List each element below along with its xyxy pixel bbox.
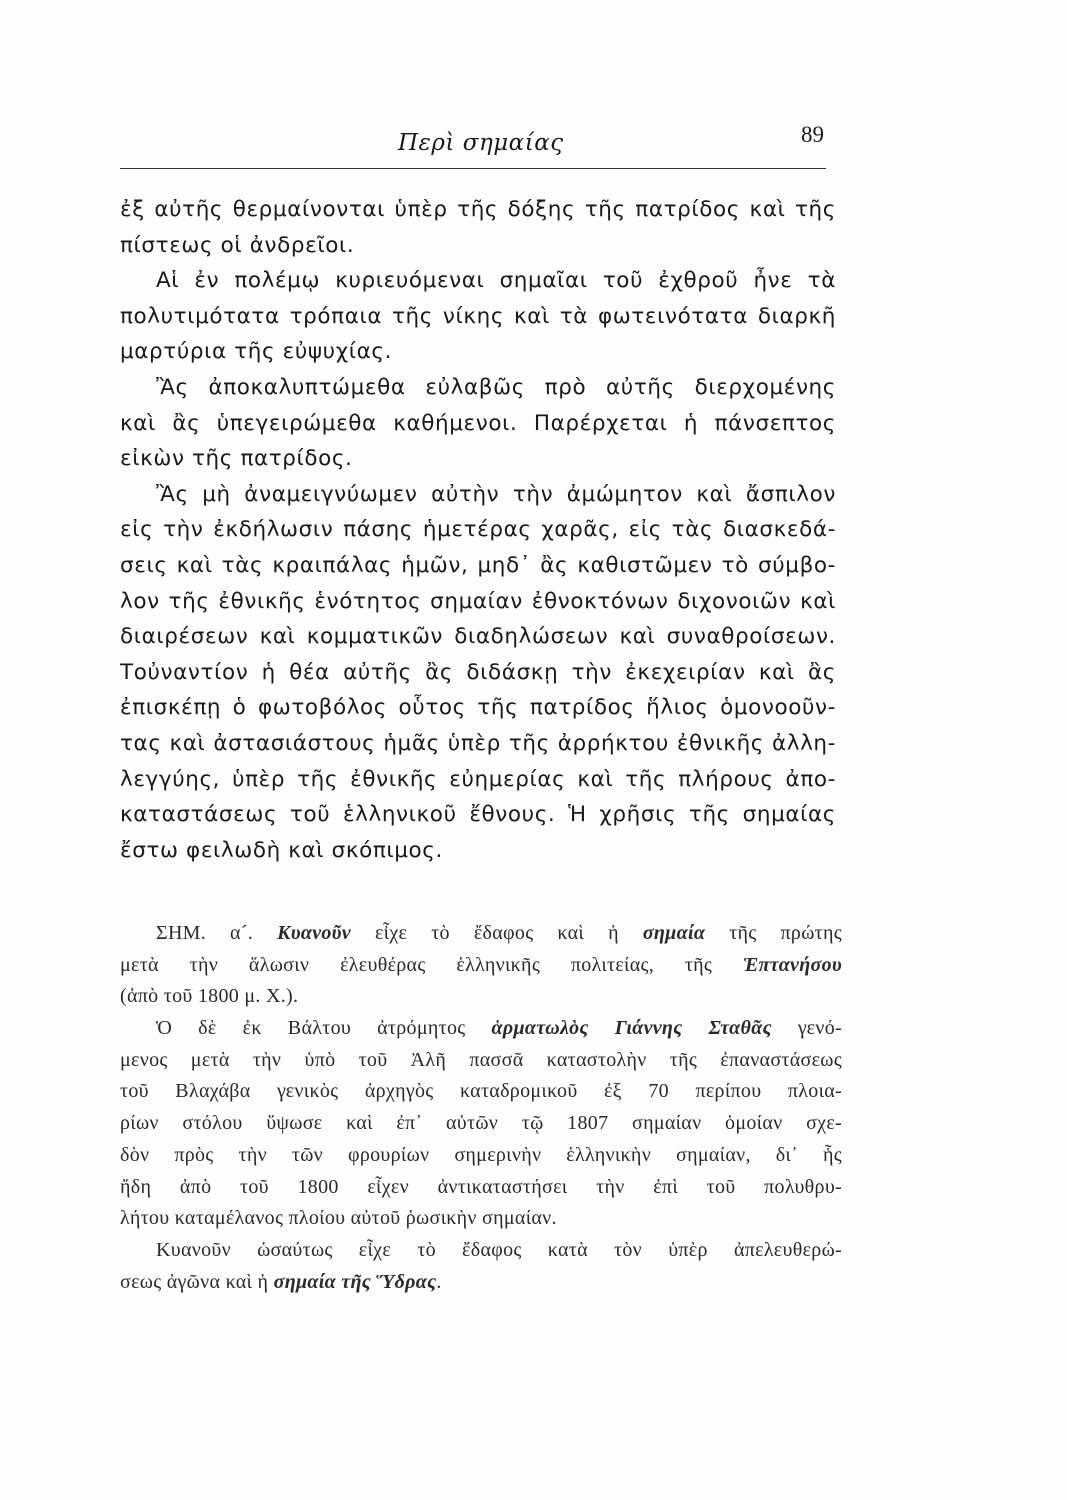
note-text: γενό-	[797, 1017, 842, 1040]
note-line	[120, 1267, 842, 1299]
note-emphasis: ἁρματωλὸς Γιάννης Σταθᾶς	[491, 1017, 772, 1040]
note-label: ΣΗΜ. α´.	[156, 922, 254, 944]
text-line: πίστεως οἱ ἀνδρεῖοι.	[120, 232, 355, 258]
text-line: πολυτιμότατα τρόπαια τῆς νίκης καὶ τὰ φωτεινότατα διαρκῆ	[120, 303, 836, 329]
note-line	[120, 918, 842, 950]
note-line	[120, 1013, 842, 1045]
text-line: μαρτύρια τῆς εὐψυχίας.	[120, 339, 393, 365]
text-line: Τοὐναντίον ἡ θέα αὐτῆς ἂς διδάσκῃ τὴν ἐκεχειρίαν καὶ ἂς	[120, 659, 836, 685]
running-title: Περὶ σημαίας	[398, 130, 564, 156]
text-line: εἰς τὴν ἐκδήλωσιν πάσης ἡμετέρας χαρᾶς, εἰς τὰς διασκεδά-	[120, 517, 836, 543]
text-line: τας καὶ ἀστασιάστους ἡμᾶς ὑπὲρ τῆς ἀρρήκτου ἐθνικῆς ἀλλη-	[120, 730, 836, 756]
note-text: σεως ἀγῶνα καὶ ἡ	[120, 1270, 269, 1293]
note-line: λήτου καταμέλανος πλοίου αὐτοῦ ῥωσικὴν σημαίαν.	[120, 1207, 557, 1230]
text-line: Ἂς ἀποκαλυπτώμεθα εὐλαβῶς πρὸ αὐτῆς διερχομένης	[156, 374, 836, 400]
note-text: Ὁ δὲ ἐκ Βάλτου ἀτρόμητος	[156, 1017, 466, 1040]
note-emphasis: Κυανοῦν	[277, 922, 351, 944]
note-emphasis: σημαία τῆς Ὕδρας	[273, 1270, 437, 1293]
note-text: τῆς πρώτης	[729, 922, 842, 944]
text-line: ἔστω φειλωδὴ καὶ σκόπιμος.	[120, 837, 443, 863]
text-line: σεις καὶ τὰς κραιπάλας ἡμῶν, μηδ᾽ ἂς καθιστῶμεν τὸ σύμβο-	[120, 552, 836, 578]
note-text: .	[436, 1270, 442, 1293]
note-text: μετὰ τὴν ἅλωσιν ἐλευθέρας ἑλληνικῆς πολιτείας, τῆς	[120, 953, 713, 976]
note-line: τοῦ Βλαχάβα γενικὸς ἀρχηγὸς καταδρομικοῦ ἐξ 70 περίπου πλοια-	[120, 1080, 842, 1103]
note-line: (ἀπὸ τοῦ 1800 μ. Χ.).	[120, 985, 299, 1008]
note-line	[120, 950, 842, 982]
text-line: ἐπισκέπῃ ὁ φωτοβόλος οὗτος τῆς πατρίδος ἥλιος ὁμονοοῦν-	[120, 695, 836, 721]
text-line: λον τῆς ἐθνικῆς ἑνότητος σημαίαν ἐθνοκτόνων διχονοιῶν καὶ	[120, 588, 836, 614]
page-number: 89	[801, 122, 824, 147]
footnotes	[120, 918, 842, 1298]
text-line: Αἱ ἐν πολέμῳ κυριευόμεναι σημαῖαι τοῦ ἐχθροῦ ἦνε τὰ	[156, 268, 836, 294]
header-rule	[120, 168, 826, 169]
note-line: Κυανοῦν ὡσαύτως εἶχε τὸ ἔδαφος κατὰ τὸν ὑπὲρ ἀπελευθερώ-	[156, 1238, 842, 1261]
note-emphasis: σημαία	[642, 922, 706, 944]
main-text	[120, 192, 836, 868]
text-line: καὶ ἂς ὑπεγειρώμεθα καθήμενοι. Παρέρχεται ἡ πάνσεπτος	[120, 410, 836, 436]
text-line: λεγγύης, ὑπὲρ τῆς ἐθνικῆς εὐημερίας καὶ τῆς πλήρους ἀπο-	[120, 766, 836, 792]
note-text: εἶχε τὸ ἔδαφος καὶ ἡ	[374, 922, 619, 944]
note-line: δὸν πρὸς τὴν τῶν φρουρίων σημερινὴν ἑλληνικὴν σημαίαν, δι᾽ ἧς	[120, 1143, 842, 1166]
text-line: ἐξ αὐτῆς θερμαίνονται ὑπὲρ τῆς δόξης τῆς πατρίδος καὶ τῆς	[120, 197, 836, 222]
page-header	[120, 122, 826, 172]
text-line: Ἂς μὴ ἀναμειγνύωμεν αὐτὴν τὴν ἀμώμητον καὶ ἄσπιλον	[156, 481, 836, 507]
text-line: εἰκὼν τῆς πατρίδος.	[120, 446, 353, 472]
note-emphasis: Ἑπτανήσου	[742, 953, 842, 976]
note-line: μενος μετὰ τὴν ὑπὸ τοῦ Ἀλῆ πασσᾶ καταστολὴν τῆς ἐπαναστάσεως	[120, 1048, 842, 1071]
note-line: ἤδη ἀπὸ τοῦ 1800 εἶχεν ἀντικαταστήσει τὴν ἐπὶ τοῦ πολυθρυ-	[120, 1175, 842, 1198]
text-line: καταστάσεως τοῦ ἑλληνικοῦ ἔθνους. Ἡ χρῆσις τῆς σημαίας	[120, 802, 836, 828]
text-line: διαιρέσεων καὶ κομματικῶν διαδηλώσεων καὶ συναθροίσεων.	[120, 624, 836, 650]
note-line: ρίων στόλου ὕψωσε καὶ ἐπ᾽ αὐτῶν τῷ 1807 σημαίαν ὁμοίαν σχε-	[120, 1112, 842, 1135]
